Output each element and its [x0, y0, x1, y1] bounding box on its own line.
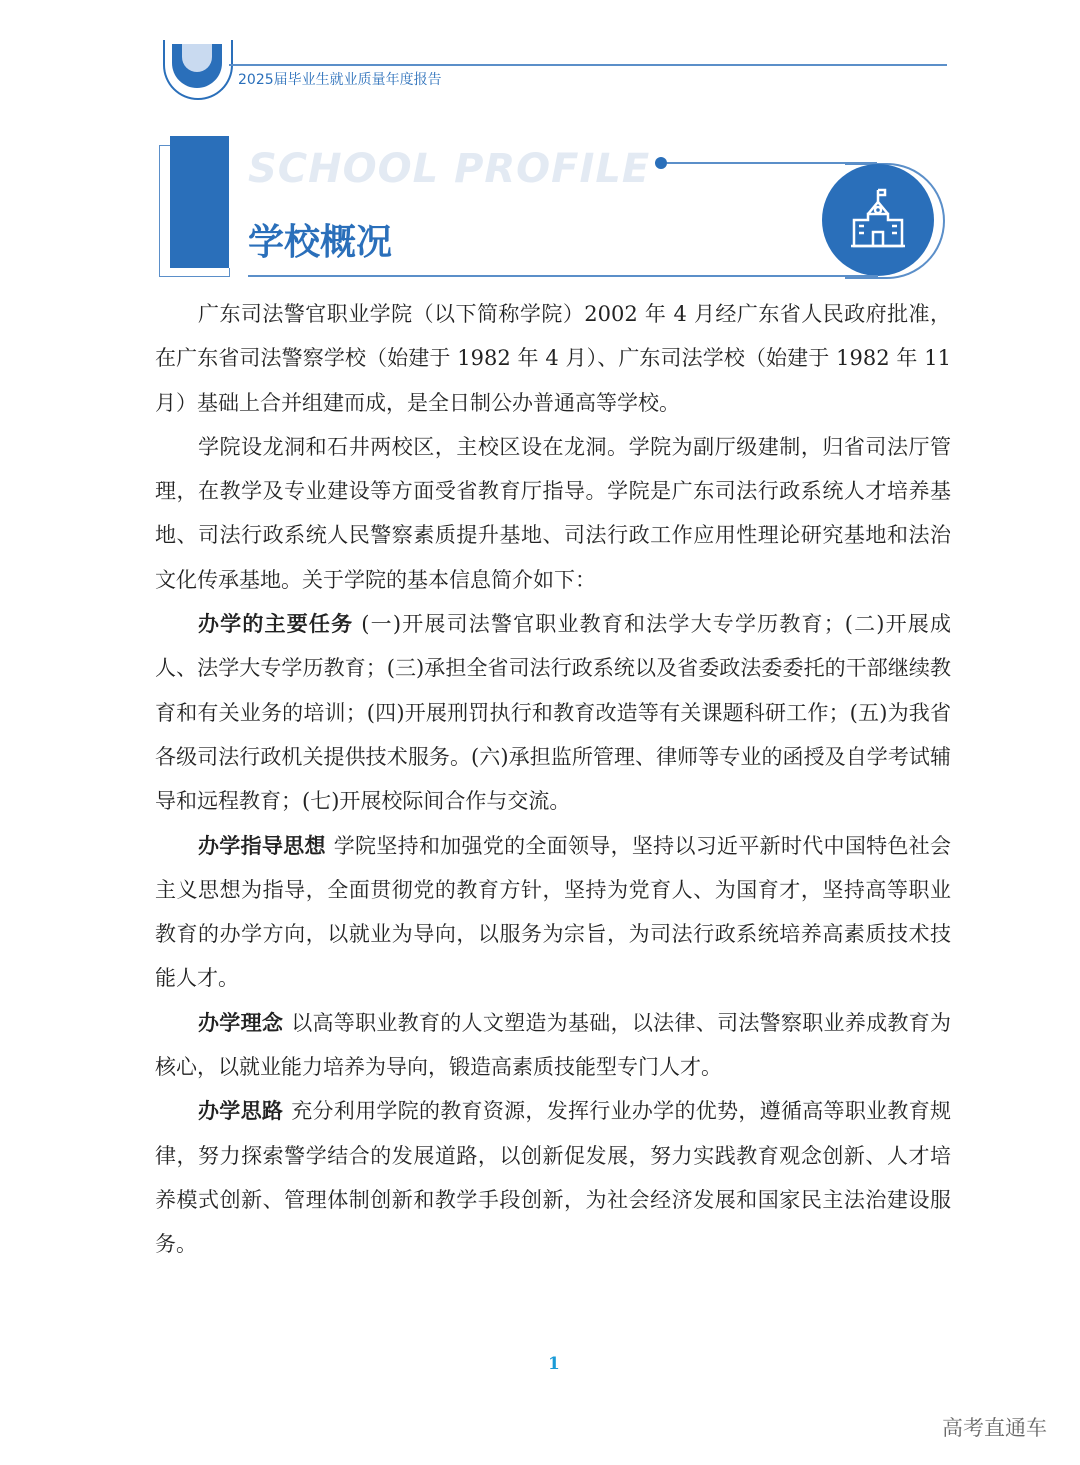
paragraph-label: 办学思路 [198, 1099, 284, 1124]
report-title: 2025届毕业生就业质量年度报告 [238, 72, 442, 88]
paragraph-text: (一)开展司法警官职业教育和法学大专学历教育；(二)开展成人、法学大专学历教育；(三)承担全省司法行政系统以及省委政法委委托的干部继续教育和有关业务的培训；(四)开展刑罚执行和教育改造等有关课题科研工作；(五)为我省各级司法行政机关提供技术服务。(六)承担监所管理、律师等专业的函授及自学考试辅导和远程教育；(七)开展校际间合作与交流。 [155, 612, 951, 814]
paragraph-tasks [155, 602, 951, 823]
paragraph-label: 办学理念 [198, 1010, 284, 1035]
school-building-icon [850, 186, 906, 250]
watermark: 高考直通车 [942, 1416, 1047, 1440]
paragraph-text: 以高等职业教育的人文塑造为基础，以法律、司法警察职业养成教育为核心，以就业能力培养为导向，锻造高素质技能型专门人才。 [155, 1010, 952, 1080]
paragraph-intro [155, 292, 951, 425]
section-underline [248, 275, 878, 277]
paragraph-text: 广东司法警官职业学院（以下简称学院）2002 年 4 月经广东省人民政府批准，在广东省司法警察学校（始建于 1982 年 4 月）、广东司法学校（始建于 1982 年 11 月）基础上合并组建而成，是全日制公办普通高等学校。 [155, 302, 951, 415]
paragraph-label: 办学的主要任务 [198, 612, 354, 637]
paragraph-guiding-ideology [155, 824, 951, 1001]
section-bar-corner [197, 268, 230, 277]
document-body [155, 292, 951, 1267]
school-icon-badge [822, 164, 934, 276]
paragraph-text: 学院设龙洞和石井两校区，主校区设在龙洞。学院为副厅级建制，归省司法厅管理，在教学及专业建设等方面受省教育厅指导。学院是广东司法行政系统人才培养基地、司法行政系统人民警察素质提升基地、司法行政工作应用性理论研究基地和法治文化传承基地。关于学院的基本信息简介如下： [155, 434, 951, 592]
section-title-en: SCHOOL PROFILE [248, 146, 651, 192]
page-number: 1 [548, 1354, 560, 1374]
section-bar [170, 136, 229, 268]
paragraph-campus [155, 425, 951, 602]
paragraph-label: 办学指导思想 [198, 833, 326, 858]
paragraph-text: 学院坚持和加强党的全面领导，坚持以习近平新时代中国特色社会主义思想为指导，全面贯彻党的教育方针，坚持为党育人、为国育才，坚持高等职业教育的办学方向，以就业为导向，以服务为宗旨，为司法行政系统培养高素质技术技能人才。 [155, 833, 951, 991]
paragraph-approach [155, 1089, 951, 1266]
decor-dot [655, 157, 667, 169]
section-title: 学校概况 [248, 222, 393, 263]
paragraph-philosophy [155, 1001, 951, 1090]
paragraph-text: 充分利用学院的教育资源，发挥行业办学的优势，遵循高等职业教育规律，努力探索警学结合的发展道路，以创新促发展，努力实践教育观念创新、人才培养模式创新、管理体制创新和教学手段创新，为社会经济发展和国家民主法治建设服务。 [155, 1099, 952, 1257]
header-rule [229, 64, 947, 66]
